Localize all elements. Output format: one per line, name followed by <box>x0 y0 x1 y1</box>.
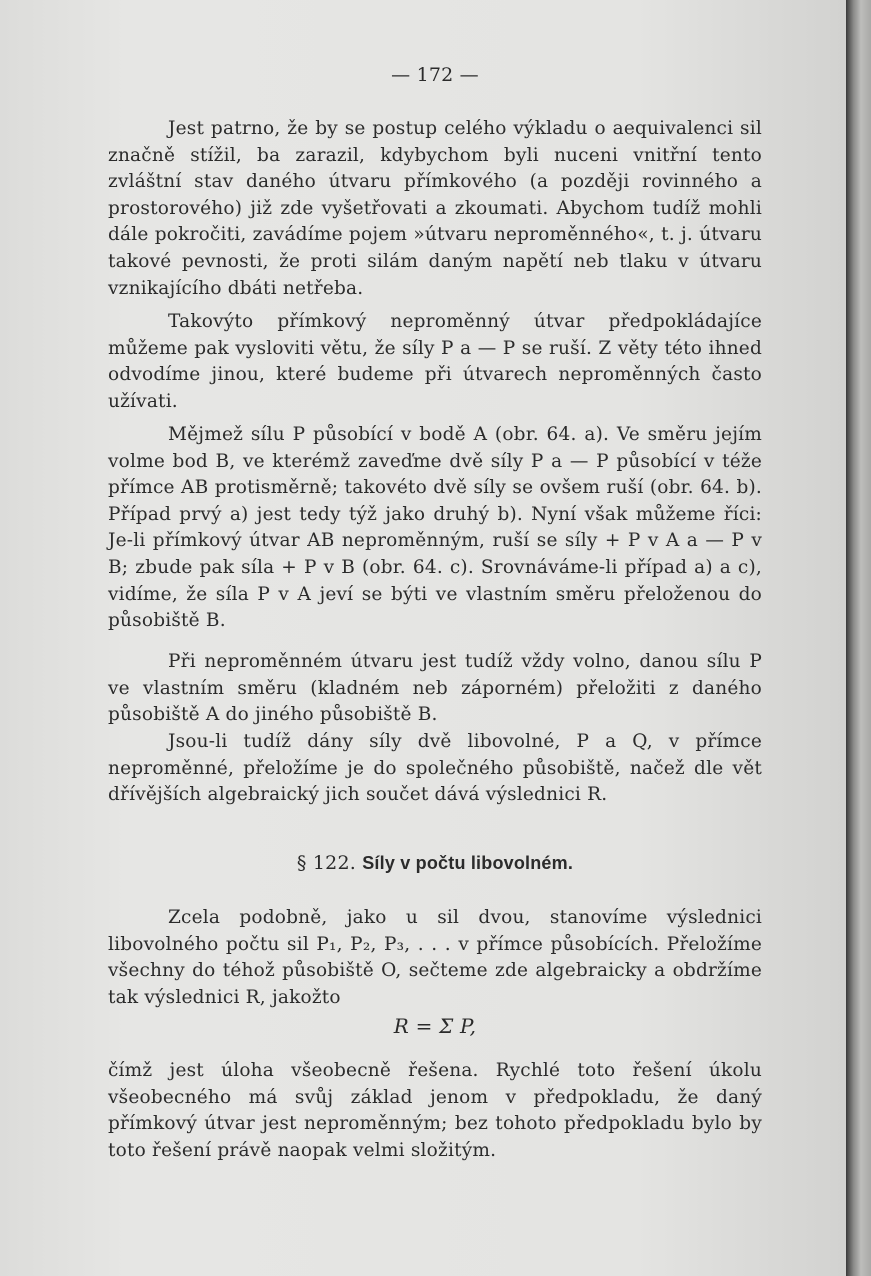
page-number: — 172 — <box>391 64 479 86</box>
next-page-edge <box>846 0 871 1276</box>
paragraph-5: Jsou-li tudíž dány síly dvě libovolné, P a Q, v přímce neproměnné, přeložíme je do společného působiště, načež dle vět dřívějších algebraický jich součet dává výslednici R. <box>108 731 762 806</box>
formula: R = Σ P, <box>393 1014 477 1038</box>
section-number: § 122. <box>296 852 356 874</box>
paragraph-4: Při neproměnném útvaru jest tudíž vždy volno, danou sílu P ve vlastním směru (kladném neb záporném) přeložiti z daného působiště A do jiného působiště B. <box>108 651 762 726</box>
paragraph-6: Zcela podobně, jako u sil dvou, stanovíme výslednici libovolného počtu sil P₁, P₂, P₃, . . . v přímce působících. Přeložíme všechny do téhož působiště O, sečteme zde algebraicky a obdržíme tak výslednici R, jakožto <box>108 907 762 1008</box>
section-title: Síly v počtu libovolném. <box>362 853 574 873</box>
paragraph-2: Takovýto přímkový neproměnný útvar předpokládajíce můžeme pak vysloviti větu, že síly P a — P se ruší. Z věty této ihned odvodíme jinou, které budeme při útvarech neproměnných často užívati. <box>108 311 762 412</box>
paragraph-7: čímž jest úloha všeobecně řešena. Rychlé toto řešení úkolu všeobecného má svůj základ jenom v předpokladu, že daný přímkový útvar jest neproměnným; bez tohoto předpokladu bylo by toto řešení právě naopak velmi složitým. <box>108 1060 762 1161</box>
section-heading <box>108 852 762 874</box>
paragraph-1: Jest patrno, že by se postup celého výkladu o aequivalenci sil značně stížil, ba zarazil, kdybychom byli nuceni vnitřní tento zvláštní stav daného útvaru přímkového (a později rovinného a prostorového) již zde vyšetřovati a zkoumati. Abychom tudíž mohli dále pokročiti, zavádíme pojem »útvaru neproměnného«, t. j. útvaru takové pevnosti, že proti silám daným napětí neb tlaku v útvaru vznikajícího dbáti netřeba. <box>108 118 762 299</box>
paragraph-3: Mějmež sílu P působící v bodě A (obr. 64. a). Ve směru jejím volme bod B, ve kterémž zaveďme dvě síly P a — P působící v téže přímce AB protisměrně; takovéto dvě síly se ovšem ruší (obr. 64. b). Případ prvý a) jest tedy týž jako druhý b). Nyní však můžeme říci: Je-li přímkový útvar AB neproměnným, ruší se síly + P v A a — P v B; zbude pak síla + P v B (obr. 64. c). Srovnáváme-li případ a) a c), vidíme, že síla P v A jeví se býti ve vlastním směru přeloženou do působiště B. <box>108 424 762 632</box>
